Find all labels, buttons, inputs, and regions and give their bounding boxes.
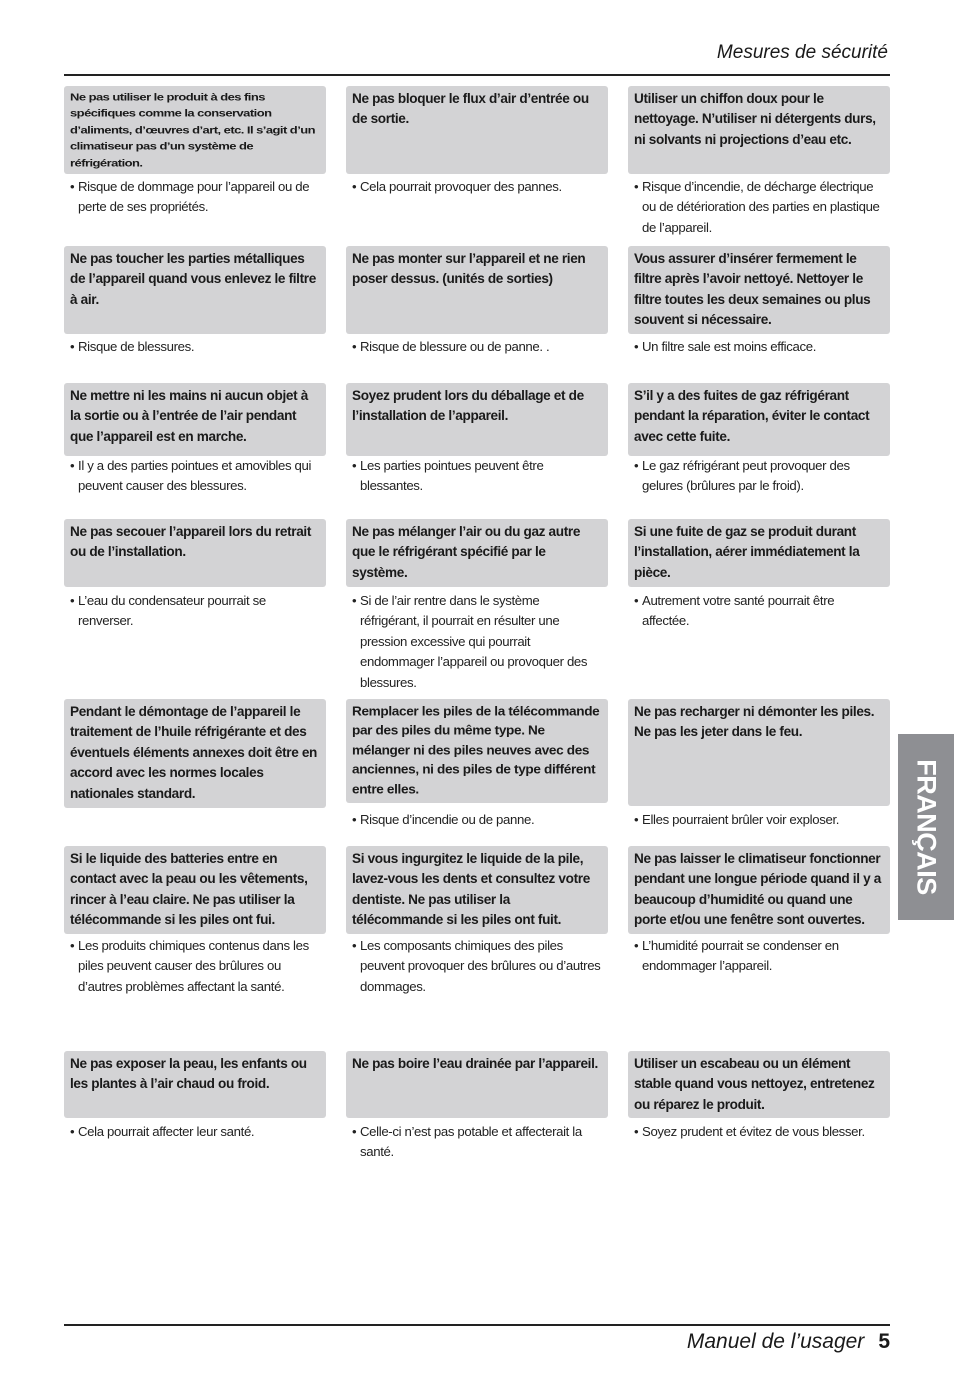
consequence-note: • Risque de dommage pour l’appareil ou de perte de ses propriétés. bbox=[64, 174, 326, 218]
warning-text: Ne pas recharger ni démonter les piles. Ne pas les jeter dans le feu. bbox=[634, 704, 875, 740]
safety-item bbox=[628, 1051, 890, 1142]
warning-text: Soyez prudent lors du déballage et de l’installation de l’appareil. bbox=[352, 388, 584, 424]
bullet-icon: • bbox=[70, 179, 75, 194]
safety-item bbox=[628, 846, 890, 977]
bullet-icon: • bbox=[634, 593, 639, 608]
bullet-icon: • bbox=[634, 339, 639, 354]
safety-item bbox=[628, 246, 890, 357]
bullet-icon: • bbox=[634, 1124, 639, 1139]
warning-text: Ne pas boire l’eau drainée par l’appareil. bbox=[352, 1056, 598, 1071]
warning-box bbox=[64, 86, 326, 174]
consequence-note: • Celle-ci n’est pas potable et affecterait la santé. bbox=[346, 1118, 608, 1163]
warning-box bbox=[628, 86, 890, 174]
consequence-note: • Les produits chimiques contenus dans les piles peuvent causer des brûlures ou d’autres problèmes affectant la santé. bbox=[64, 934, 326, 997]
bullet-icon: • bbox=[634, 179, 639, 194]
header-rule bbox=[64, 74, 890, 76]
bullet-icon: • bbox=[70, 1124, 75, 1139]
safety-item bbox=[346, 846, 608, 997]
bullet-icon: • bbox=[352, 339, 357, 354]
consequence-note: • Autrement votre santé pourrait être affectée. bbox=[628, 587, 890, 632]
safety-item bbox=[346, 1051, 608, 1163]
warning-text: S’il y a des fuites de gaz réfrigérant pendant la réparation, éviter le contact avec cette fuite. bbox=[634, 388, 870, 444]
consequence-note: • Le gaz réfrigérant peut provoquer des gelures (brûlures par le froid). bbox=[628, 456, 890, 497]
consequence-note: • Risque d’incendie ou de panne. bbox=[346, 803, 608, 830]
consequence-note: • Les composants chimiques des piles peuvent provoquer des brûlures ou d’autres dommages. bbox=[346, 934, 608, 997]
safety-item bbox=[64, 86, 326, 218]
bullet-icon: • bbox=[352, 1124, 357, 1139]
bullet-icon: • bbox=[70, 458, 75, 473]
page-footer bbox=[687, 1330, 890, 1354]
safety-item bbox=[628, 519, 890, 632]
warning-text: Ne pas utiliser le produit à des fins spécifiques comme la conservation d’aliments, d’œuvres d’art, etc. Il s’agit d’un climatiseur pas d’un système de réfrigération. bbox=[70, 90, 316, 169]
warning-text: Ne pas toucher les parties métalliques de l’appareil quand vous enlevez le filtre à air. bbox=[70, 251, 316, 307]
bullet-icon: • bbox=[634, 938, 639, 953]
consequence-note: • Il y a des parties pointues et amovibles qui peuvent causer des blessures. bbox=[64, 456, 326, 497]
section-title: Mesures de sécurité bbox=[716, 42, 888, 63]
safety-item bbox=[64, 519, 326, 632]
warning-box bbox=[64, 383, 326, 456]
safety-item bbox=[64, 246, 326, 357]
warning-text: Utiliser un chiffon doux pour le nettoyage. N’utiliser ni détergents durs, ni solvants ni projections d’eau etc. bbox=[634, 91, 876, 147]
consequence-note: • Soyez prudent et évitez de vous blesser. bbox=[628, 1118, 890, 1142]
warning-text: Ne pas mélanger l’air ou du gaz autre que le réfrigérant spécifié par le système. bbox=[352, 524, 581, 580]
warning-text: Ne pas secouer l’appareil lors du retrait ou de l’installation. bbox=[70, 524, 312, 560]
warning-text: Ne pas monter sur l’appareil et ne rien poser dessus. (unités de sorties) bbox=[352, 251, 586, 287]
bullet-icon: • bbox=[634, 458, 639, 473]
warning-box bbox=[346, 246, 608, 334]
manual-title: Manuel de l’usager bbox=[686, 1330, 865, 1353]
warning-box bbox=[64, 846, 326, 934]
bullet-icon: • bbox=[352, 938, 357, 953]
consequence-note: • Elles pourraient brûler voir exploser. bbox=[628, 806, 890, 830]
warning-box bbox=[628, 699, 890, 806]
warning-text: Remplacer les piles de la télécommande par des piles du même type. Ne mélanger ni des piles neuves avec des anciennes, ni des piles de type différent entre elles. bbox=[352, 703, 600, 797]
warning-box bbox=[628, 846, 890, 934]
page-number: 5 bbox=[878, 1330, 890, 1353]
warning-box bbox=[628, 519, 890, 587]
safety-item bbox=[64, 383, 326, 497]
warning-box bbox=[346, 1051, 608, 1118]
bullet-icon: • bbox=[70, 938, 75, 953]
safety-item bbox=[64, 1051, 326, 1142]
footer-rule bbox=[64, 1324, 890, 1326]
bullet-icon: • bbox=[352, 458, 357, 473]
warning-box bbox=[628, 1051, 890, 1118]
warning-text: Ne mettre ni les mains ni aucun objet à la sortie ou à l’entrée de l’air pendant que l’appareil est en marche. bbox=[70, 388, 308, 444]
safety-item bbox=[64, 699, 326, 808]
warning-box bbox=[346, 383, 608, 456]
warning-text: Ne pas exposer la peau, les enfants ou les plantes à l’air chaud ou froid. bbox=[70, 1056, 307, 1092]
warning-box bbox=[346, 846, 608, 934]
safety-item bbox=[346, 383, 608, 497]
warning-text: Si vous ingurgitez le liquide de la pile, lavez-vous les dents et consultez votre dentiste. Ne pas utiliser la télécommande si les piles ont fuit. bbox=[352, 851, 590, 928]
bullet-icon: • bbox=[352, 593, 357, 608]
safety-item bbox=[628, 699, 890, 830]
safety-item bbox=[628, 86, 890, 238]
consequence-note: • L’humidité pourrait se condenser en endommager l’appareil. bbox=[628, 934, 890, 977]
warning-box bbox=[628, 246, 890, 334]
warning-text: Si une fuite de gaz se produit durant l’installation, aérer immédiatement la pièce. bbox=[634, 524, 860, 580]
bullet-icon: • bbox=[352, 812, 357, 827]
language-tab-label: FRANÇAIS bbox=[911, 759, 942, 895]
bullet-icon: • bbox=[70, 593, 75, 608]
consequence-note: • Les parties pointues peuvent être blessantes. bbox=[346, 456, 608, 497]
consequence-note: • Cela pourrait provoquer des pannes. bbox=[346, 174, 608, 197]
warning-box bbox=[346, 86, 608, 174]
safety-item bbox=[346, 699, 608, 830]
warning-text: Ne pas laisser le climatiseur fonctionner pendant une longue période quand il y a beaucoup d’humidité ou quand une porte et/ou une fenêtre sont ouvertes. bbox=[634, 851, 881, 928]
warning-box bbox=[64, 699, 326, 808]
consequence-note: • Risque de blessures. bbox=[64, 334, 326, 357]
warning-box bbox=[346, 699, 608, 803]
language-tab bbox=[898, 734, 954, 920]
safety-item bbox=[64, 846, 326, 997]
safety-item bbox=[346, 86, 608, 197]
safety-item bbox=[346, 246, 608, 357]
bullet-icon: • bbox=[352, 179, 357, 194]
warning-text: Utiliser un escabeau ou un élément stable quand vous nettoyez, entretenez ou réparez le produit. bbox=[634, 1056, 875, 1112]
safety-item bbox=[628, 383, 890, 497]
warning-box bbox=[628, 383, 890, 456]
warning-box bbox=[64, 519, 326, 587]
safety-item bbox=[346, 519, 608, 693]
consequence-note: • Cela pourrait affecter leur santé. bbox=[64, 1118, 326, 1142]
consequence-note: • L’eau du condensateur pourrait se renverser. bbox=[64, 587, 326, 632]
consequence-note: • Risque d’incendie, de décharge électrique ou de détérioration des parties en plastique de l’appareil. bbox=[628, 174, 890, 238]
warning-text: Si le liquide des batteries entre en contact avec la peau ou les vêtements, rincer à l’eau claire. Ne pas utiliser la télécommande si les piles ont fui. bbox=[70, 851, 308, 928]
consequence-note: • Un filtre sale est moins efficace. bbox=[628, 334, 890, 357]
bullet-icon: • bbox=[70, 339, 75, 354]
warning-text: Vous assurer d’insérer fermement le filtre après l’avoir nettoyé. Nettoyer le filtre toutes les deux semaines ou plus souvent si nécessaire. bbox=[634, 251, 871, 328]
warning-box bbox=[64, 1051, 326, 1118]
warning-text: Ne pas bloquer le flux d’air d’entrée ou de sortie. bbox=[352, 91, 589, 127]
warning-box bbox=[64, 246, 326, 334]
warning-box bbox=[346, 519, 608, 587]
consequence-note: • Si de l’air rentre dans le système réfrigérant, il pourrait en résulter une pression excessive qui pourrait endommager l’appareil ou provoquer des blessures. bbox=[346, 587, 608, 693]
bullet-icon: • bbox=[634, 812, 639, 827]
warning-text: Pendant le démontage de l’appareil le traitement de l’huile réfrigérante et des éventuels éléments annexes doit être en accord avec les normes locales nationales standard. bbox=[70, 704, 318, 801]
consequence-note: • Risque de blessure ou de panne. . bbox=[346, 334, 608, 357]
